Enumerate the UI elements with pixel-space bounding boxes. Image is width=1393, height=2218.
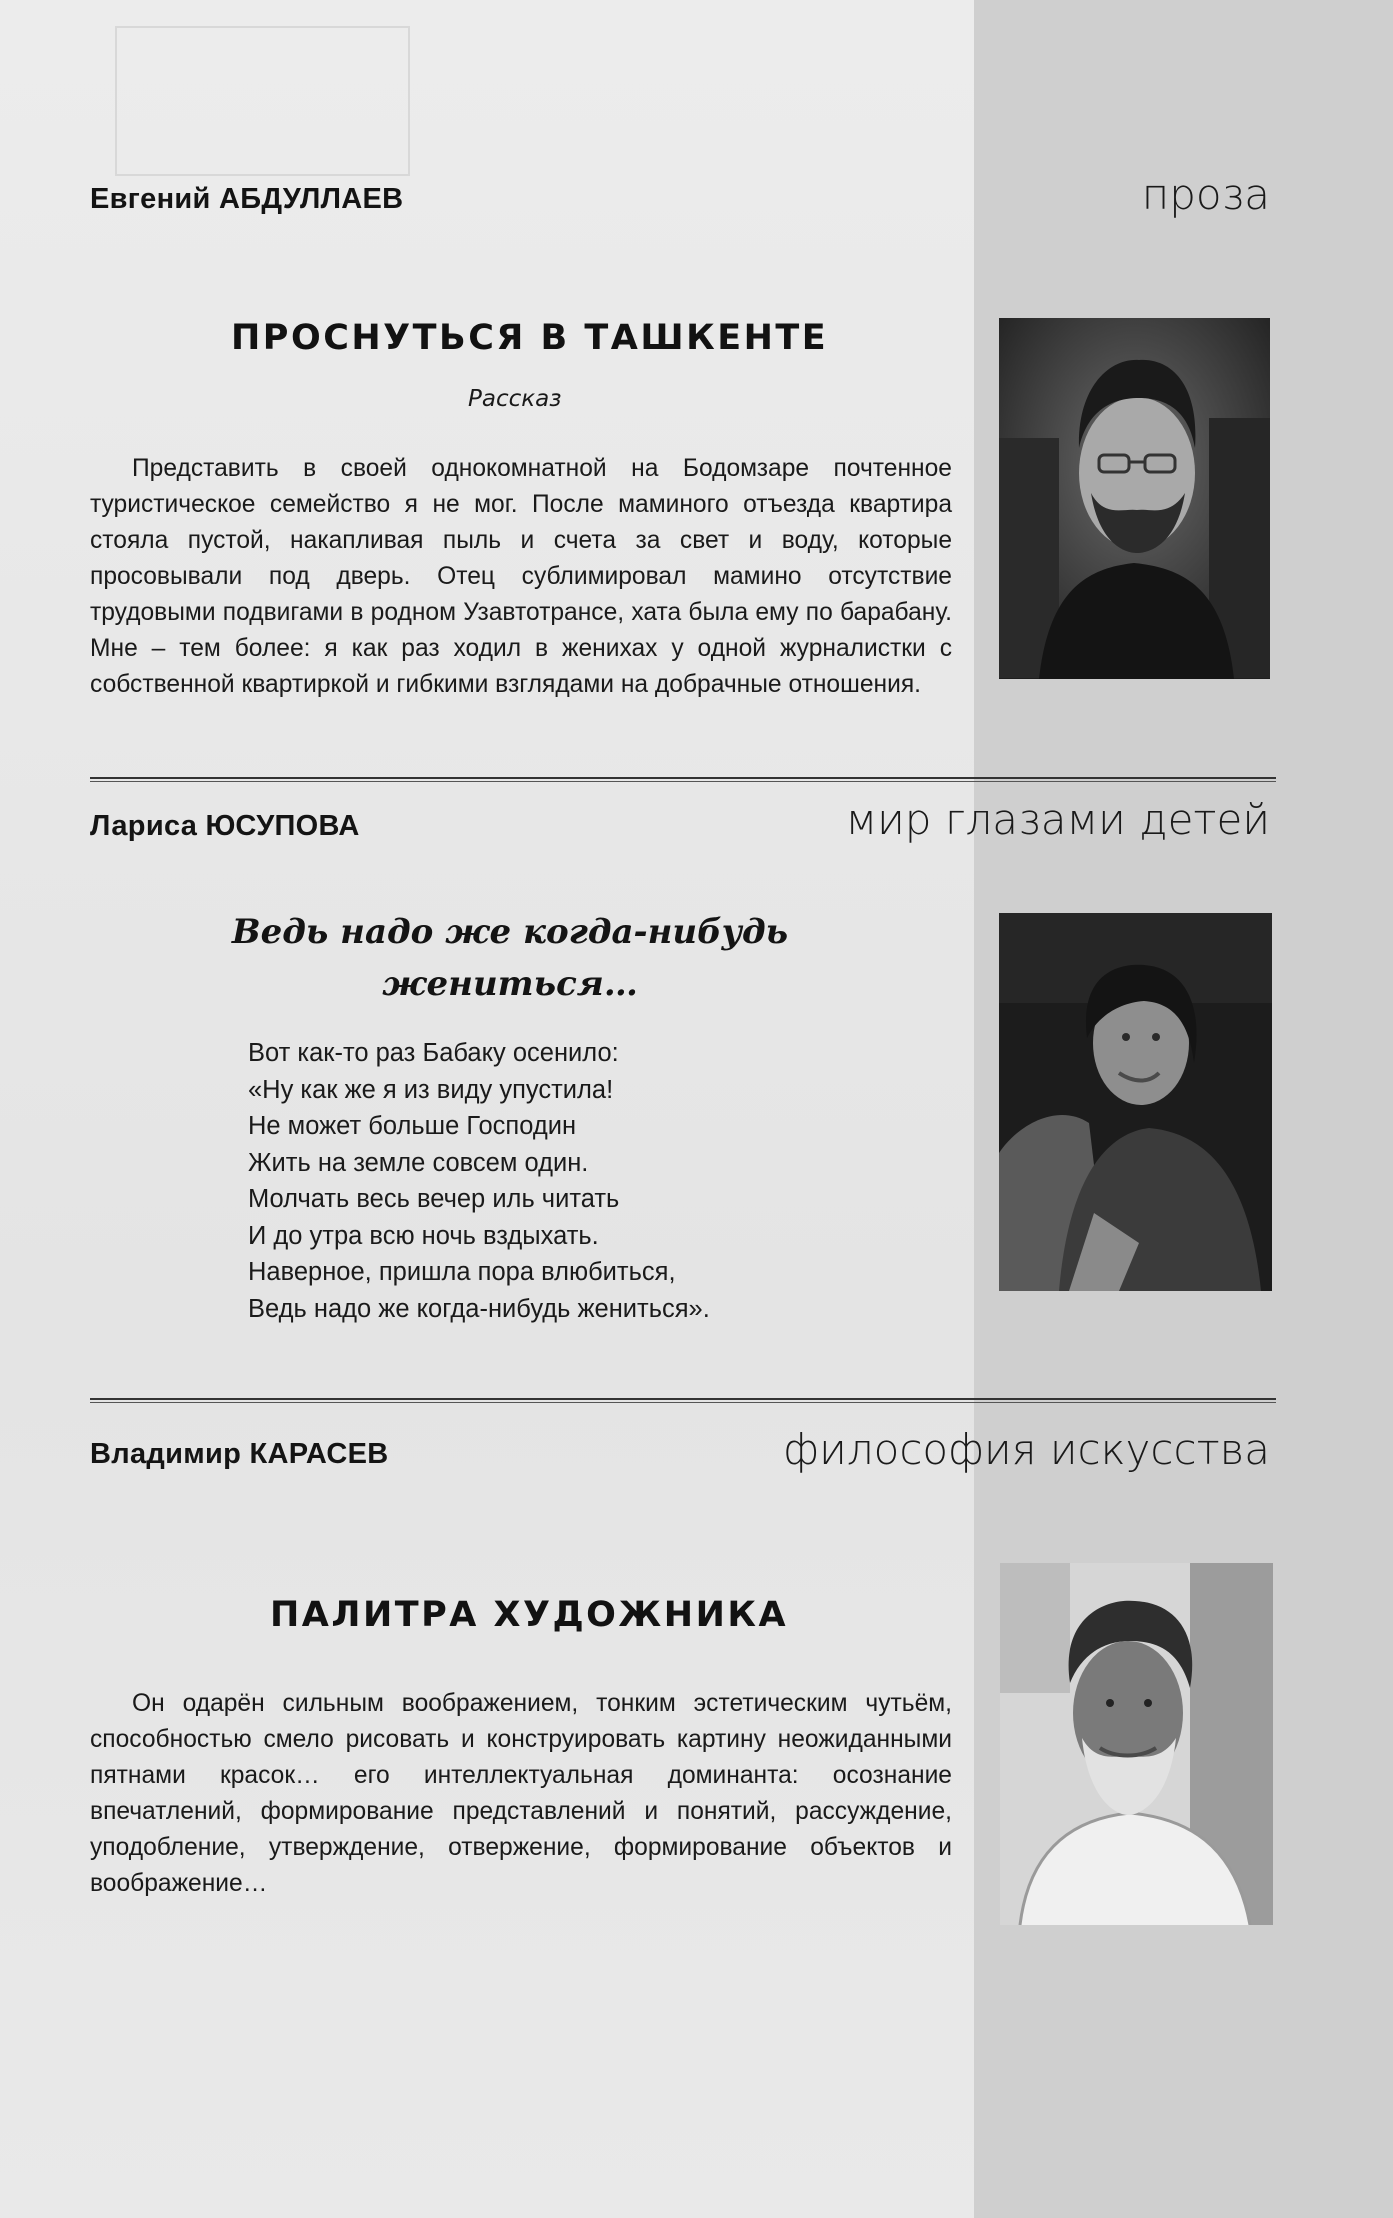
- portrait-woman-icon: [999, 913, 1272, 1291]
- poem-line: «Ну как же я из виду упустила!: [248, 1075, 614, 1104]
- poem-text: [248, 1035, 710, 1327]
- essay-excerpt: Он одарён сильным воображением, тонким эстетическим чутьём, способностью смело рисовать и конструировать картину неожиданными пятнами красок… его интеллектуальная доминанта: осознание впечатлений, формирование представлений и понятий, рассуждение, уподобление, утверждение, отвержение, формирование объектов и воображение…: [90, 1690, 952, 1897]
- faded-stamp-mark: [115, 26, 410, 176]
- poem-line: Наверное, пришла пора влюбиться,: [248, 1258, 676, 1286]
- author-photo-karasev: [1000, 1563, 1273, 1925]
- author-photo-yusupova: [999, 913, 1272, 1291]
- essay-title: ПАЛИТРА ХУДОЖНИКА: [270, 1595, 789, 1635]
- section-divider: [90, 1398, 1276, 1404]
- author-name: Лариса ЮСУПОВА: [90, 810, 360, 842]
- rubric-label: философия искусства: [783, 1425, 1270, 1474]
- section-divider: [90, 777, 1276, 783]
- poem-line: Жить на земле совсем один.: [248, 1148, 589, 1177]
- rubric-label: проза: [1141, 170, 1270, 219]
- poem-title-line: Ведь надо же когда-нибудь: [231, 912, 789, 952]
- rubric-label: мир глазами детей: [845, 795, 1270, 844]
- poem-title-line: жениться…: [382, 964, 638, 1004]
- poem-line: Не может больше Господин: [248, 1112, 577, 1140]
- poem-title: [170, 906, 850, 1010]
- portrait-bearded-man-icon: [1000, 1563, 1273, 1925]
- author-name: Владимир КАРАСЕВ: [90, 1438, 389, 1470]
- author-name: Евгений АБДУЛЛАЕВ: [90, 183, 404, 215]
- poem-line: Ведь надо же когда-нибудь жениться».: [248, 1294, 710, 1323]
- story-title: ПРОСНУТЬСЯ В ТАШКЕНТЕ: [231, 318, 829, 358]
- story-excerpt: Представить в своей однокомнатной на Бодомзаре почтенное туристическое семейство я не мог. После маминого отъезда квартира стояла пустой, накапливая пыль и счета за свет и воду, которые просовывали под дверь. Отец сублимировал мамино отсутствие трудовыми подвигами в родном Узавтотрансе, хата была ему по барабану. Мне – тем более: я как раз ходил в женихах у одной журналистки с собственной квартиркой и гибкими взглядами на добрачные отношения.: [90, 455, 952, 698]
- portrait-man-glasses-icon: [999, 318, 1270, 679]
- story-subtitle: Рассказ: [468, 386, 562, 412]
- poem-line: И до утра всю ночь вздыхать.: [248, 1221, 599, 1250]
- poem-line: Молчать весь вечер иль читать: [248, 1185, 620, 1213]
- author-photo-abdullaev: [999, 318, 1270, 679]
- poem-line: Вот как-то раз Бабаку осенило:: [248, 1039, 619, 1067]
